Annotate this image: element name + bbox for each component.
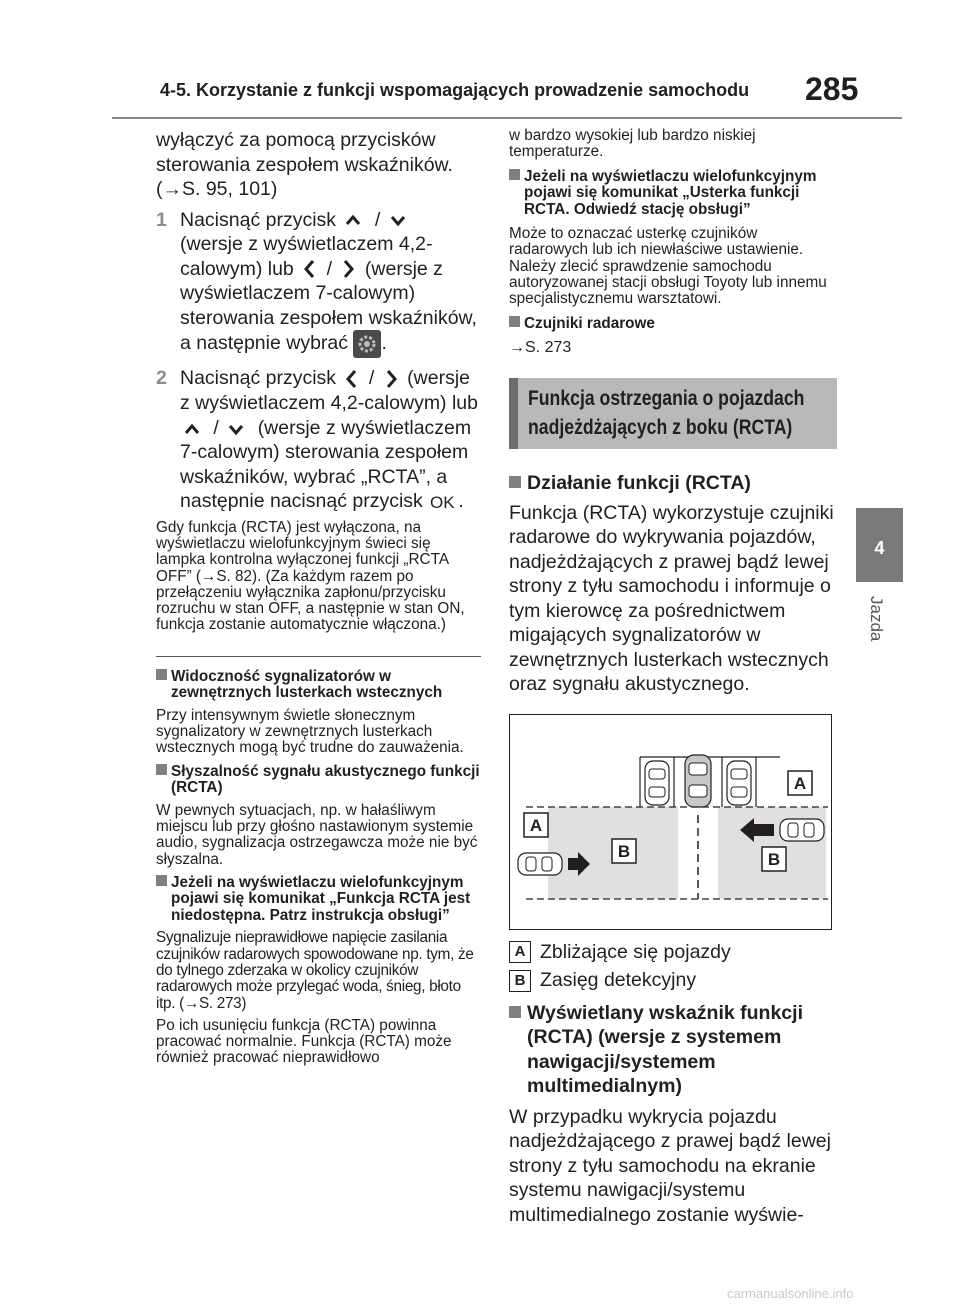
chevron-down-icon xyxy=(386,211,414,229)
step-1-text-a: Nacisnąć przycisk xyxy=(180,208,337,231)
subheading-text: Jeżeli na wyświetlaczu wielofunkcyjnym pojawi się komunikat „Usterka funkcji RCTA. Odwiedź stację obsługi” xyxy=(524,167,817,218)
chevron-left-icon xyxy=(299,257,321,281)
step-1: 1 Nacisnąć przycisk / (wersje z wyświetlaczem 4,2-calowym) lub / (wersje z wyświetlaczem 7-calowym) sterowania zespołem wskaźników, a następnie wybrać . xyxy=(156,208,481,359)
subheading-malfunction-message xyxy=(509,169,837,219)
paragraph-unavailable-message: Sygnalizuje nieprawidłowe napięcie zasilania czujników radarowych spowodowane np. tym, że do tylnego zderzaka w okolicy czujników radarowych może przylegać woda, śnieg, błoto itp. (→S. 273) xyxy=(156,929,474,1012)
chapter-title: 4-5. Korzystanie z funkcji wspomagających prowadzenie samochodu xyxy=(160,80,750,100)
chevron-up-icon xyxy=(180,420,208,438)
subheading-indicator xyxy=(509,1001,837,1099)
step-2-text-b: (wersje z wyświetlaczem 4,2-calowym) lub xyxy=(180,367,478,415)
square-bullet-icon xyxy=(156,764,167,775)
label-b-right xyxy=(762,847,786,871)
paragraph-unavailable-message-2: Po ich usunięciu funkcja (RCTA) powinna pracować normalnie. Funkcja (RCTA) może również pracować nieprawidłowo xyxy=(156,1016,452,1067)
subheading-text: Słyszalność sygnału akustycznego funkcji (RCTA) xyxy=(171,762,480,797)
banner-line-1: Funkcja ostrzegania o pojazdach xyxy=(528,387,805,411)
intro-paragraph: wyłączyć za pomocą przycisków sterowania zespołem wskaźników. (→S. 95, 101) xyxy=(156,129,453,200)
step-1-text-d: . xyxy=(381,332,387,355)
chevron-right-icon xyxy=(337,257,359,281)
square-bullet-icon xyxy=(509,1006,521,1018)
chapter-tab-label: Jazda xyxy=(867,596,886,642)
subheading-text: Wyświetlany wskaźnik funkcji (RCTA) (wersje z systemem nawigacji/systemem multimedialnym) xyxy=(527,1001,803,1098)
left-column xyxy=(156,128,481,1067)
square-bullet-icon xyxy=(509,316,520,327)
step-2: 2 Nacisnąć przycisk / (wersje z wyświetlaczem 4,2-calowym) lub / (wersje z wyświetlaczem 7-calowym) sterowania zespołem wskaźników, wybrać „RCTA”, a następnie nacisnąć przycisk OK . xyxy=(156,367,478,513)
own-vehicle xyxy=(685,755,711,807)
right-column xyxy=(509,128,837,1227)
header-rule xyxy=(112,117,902,119)
svg-text:OK: OK xyxy=(430,493,455,512)
label-a-text: A xyxy=(529,815,543,835)
label-a-text: A xyxy=(793,773,807,793)
ok-button-icon xyxy=(428,493,458,511)
step-number: 2 xyxy=(156,367,167,390)
banner-line-2: nadjeżdżających z boku (RCTA) xyxy=(528,416,793,440)
parked-car xyxy=(727,761,751,805)
subheading-text: Jeżeli na wyświetlaczu wielofunkcyjnym pojawi się komunikat „Funkcja RCTA jest niedostępna. Patrz instrukcja obsługi” xyxy=(171,873,471,924)
step-number: 1 xyxy=(156,208,167,231)
chevron-right-icon xyxy=(380,367,402,391)
chapter-tab-number: 4 xyxy=(874,538,885,558)
legend-text: Zasięg detekcyjny xyxy=(540,969,697,992)
label-b-left xyxy=(612,839,636,863)
square-bullet-icon xyxy=(156,875,167,886)
step-1-text-b: (wersje z wyświetlaczem 4,2-calowym) lub xyxy=(180,233,433,280)
chevron-left-icon xyxy=(341,367,363,391)
square-bullet-icon xyxy=(156,669,167,680)
subheading-text: Widoczność sygnalizatorów w zewnętrznych lusterkach wstecznych xyxy=(171,667,443,702)
chevron-up-icon xyxy=(341,211,369,229)
chevron-down-icon xyxy=(224,420,252,438)
step-1-text-c: (wersje z wyświetlaczem 7-calowym) sterowania zespołem wskaźników, a następnie wybrać xyxy=(180,257,477,355)
step-2-text-a: Nacisnąć przycisk xyxy=(180,367,337,390)
square-bullet-icon xyxy=(509,169,520,180)
page-number: 285 xyxy=(805,71,859,107)
continued-paragraph: w bardzo wysokiej lub bardzo niskiej temperaturze. xyxy=(509,127,756,161)
approaching-vehicle-left xyxy=(518,853,562,875)
label-a-right xyxy=(788,771,812,795)
rcta-diagram xyxy=(509,714,832,930)
legend-item-a xyxy=(509,940,837,965)
paragraph-malfunction: Może to oznaczać usterkę czujników radarowych lub ich niewłaściwe ustawienie. Należy zlecić sprawdzenie samochodu autoryzowanej stacji obsługi Toyoty lub innemu specjalistycznemu warsztatowi. xyxy=(509,225,827,308)
paragraph-mirror-visibility: Przy intensywnym świetle słonecznym sygnalizatory w zewnętrznych lusterkach wstecznych mogą być trudne do zauważenia. xyxy=(156,706,464,757)
subheading-text: Działanie funkcji (RCTA) xyxy=(527,472,751,495)
subheading-audibility xyxy=(156,764,481,797)
chapter-tab xyxy=(856,508,903,582)
page-reference: →S. 273 xyxy=(509,339,572,357)
paragraph-audibility: W pewnych sytuacjach, np. w hałaśliwym miejscu lub przy głośno nastawionym systemie audio, sygnalizacja ostrzegawcza może nie być słyszalna. xyxy=(156,801,478,868)
section-divider xyxy=(156,656,481,657)
footer-watermark: carmanualsonline.info xyxy=(727,1286,854,1301)
legend-item-b xyxy=(509,968,837,993)
paragraph-rcta-operation: Funkcja (RCTA) wykorzystuje czujniki radarowe do wykrywania pojazdów, nadjeżdżających z prawej bądź lewej strony z tyłu samochodu i informuje o tym kierowcę za pośrednictwem migających sygnalizatorów w zewnętrznych lusterkach wstecznych oraz sygnału akustycznego. xyxy=(509,501,834,696)
step-2-text-c: (wersje z wyświetlaczem 7-calowym) sterowania zespołem wskaźników, wybrać „RCTA”, a następnie nacisnąć przycisk xyxy=(180,416,472,513)
subheading-text: Czujniki radarowe xyxy=(524,314,655,332)
subheading-unavailable-message xyxy=(156,875,481,925)
subheading-radar-sensors xyxy=(509,316,837,333)
square-bullet-icon xyxy=(509,476,521,488)
label-a-left xyxy=(524,813,548,837)
approaching-vehicle-right xyxy=(780,819,824,841)
label-b-text: B xyxy=(767,849,781,869)
parked-car xyxy=(645,761,669,805)
rcta-off-note: Gdy funkcja (RCTA) jest wyłączona, na wyświetlaczu wielofunkcyjnym świeci się lampka kontrolna wyłączonej funkcji „RCTA OFF” (→S. 82). (Za każdym razem po przełączeniu wyłącznika zapłonu/przycisku rozruchu w stan OFF, a następnie w stan ON, funkcja zostanie automatycznie włączona.) xyxy=(156,518,465,634)
step-2-text-d: . xyxy=(458,490,464,513)
settings-gear-icon xyxy=(353,330,381,358)
paragraph-indicator: W przypadku wykrycia pojazdu nadjeżdżającego z prawej bądź lewej strony z tyłu samochodu na ekranie systemu nawigacji/systemu multimedialnego zostanie wyświe- xyxy=(509,1105,831,1226)
rcta-diagram-drawing xyxy=(510,715,830,928)
legend-key: A xyxy=(509,941,531,963)
subheading-rcta-operation xyxy=(509,471,837,496)
label-b-text: B xyxy=(617,841,631,861)
section-banner xyxy=(509,378,837,449)
subheading-mirror-visibility xyxy=(156,669,481,702)
legend-key: B xyxy=(509,970,531,992)
legend-text: Zbliżające się pojazdy xyxy=(540,940,731,963)
